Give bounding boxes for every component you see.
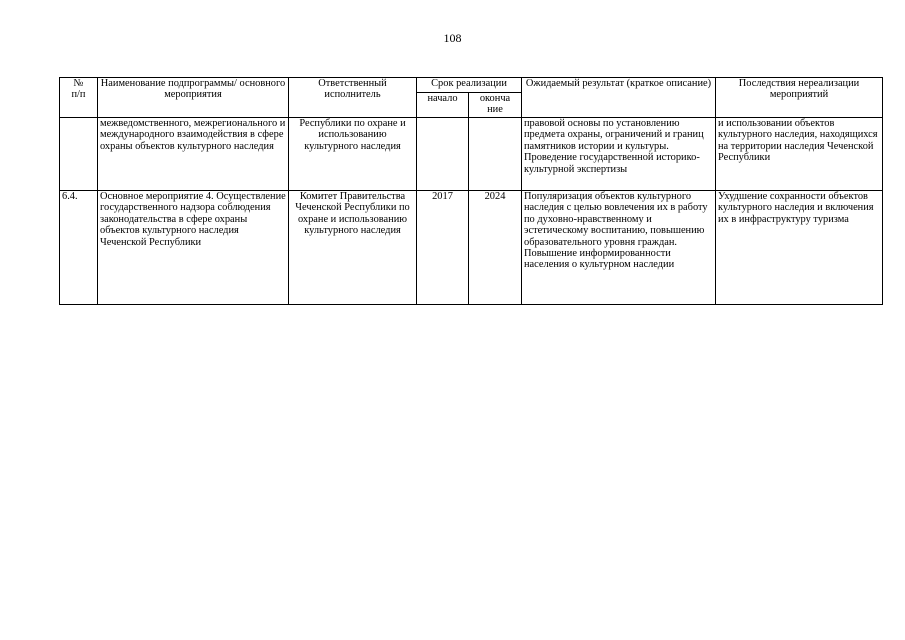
row-start: [417, 118, 469, 191]
row-end: [469, 118, 522, 191]
page-number: 108: [443, 31, 462, 45]
table-header-row: [60, 78, 883, 93]
table-row: [60, 191, 883, 305]
header-number: № п/п: [60, 78, 98, 118]
row-end: 2024: [469, 191, 522, 305]
header-end: оконча ние: [469, 93, 522, 118]
header-start: начало: [417, 93, 469, 118]
header-executor: Ответственный исполнитель: [289, 78, 417, 118]
row-executor: Комитет Правительства Чеченской Республики по охране и использованию культурного наследия: [289, 191, 417, 305]
row-start: 2017: [417, 191, 469, 305]
row-result: правовой основы по установлению предмета охраны, ограничений и границ памятников истории и культуры. Проведение государственной историко-культурной экспертизы: [522, 118, 716, 191]
row-executor: Республики по охране и использованию культурного наследия: [289, 118, 417, 191]
program-table: [59, 77, 883, 305]
row-name: межведомственного, межрегионального и международного взаимодействия в сфере охраны объектов культурного наследия: [98, 118, 289, 191]
row-consequences: Ухудшение сохранности объектов культурного наследия и включения их в инфраструктуру туризма: [716, 191, 883, 305]
table-row: [60, 118, 883, 191]
row-number: 6.4.: [60, 191, 98, 305]
row-consequences: и использовании объектов культурного наследия, находящихся на территории наследия Чеченской Республики: [716, 118, 883, 191]
row-name: Основное мероприятие 4. Осуществление государственного надзора соблюдения законодательства в сфере охраны объектов культурного наследия Чеченской Республики: [98, 191, 289, 305]
header-consequences: Последствия нереализации мероприятий: [716, 78, 883, 118]
header-period: Срок реализации: [417, 78, 522, 93]
header-name: Наименование подпрограммы/ основного мероприятия: [98, 78, 289, 118]
header-result: Ожидаемый результат (краткое описание): [522, 78, 716, 118]
row-result: Популяризация объектов культурного наследия с целью вовлечения их в работу по духовно-нравственному и эстетическому воспитанию, повышению образовательного уровня граждан. Повышение информированности населения о культурном наследии: [522, 191, 716, 305]
row-number: [60, 118, 98, 191]
